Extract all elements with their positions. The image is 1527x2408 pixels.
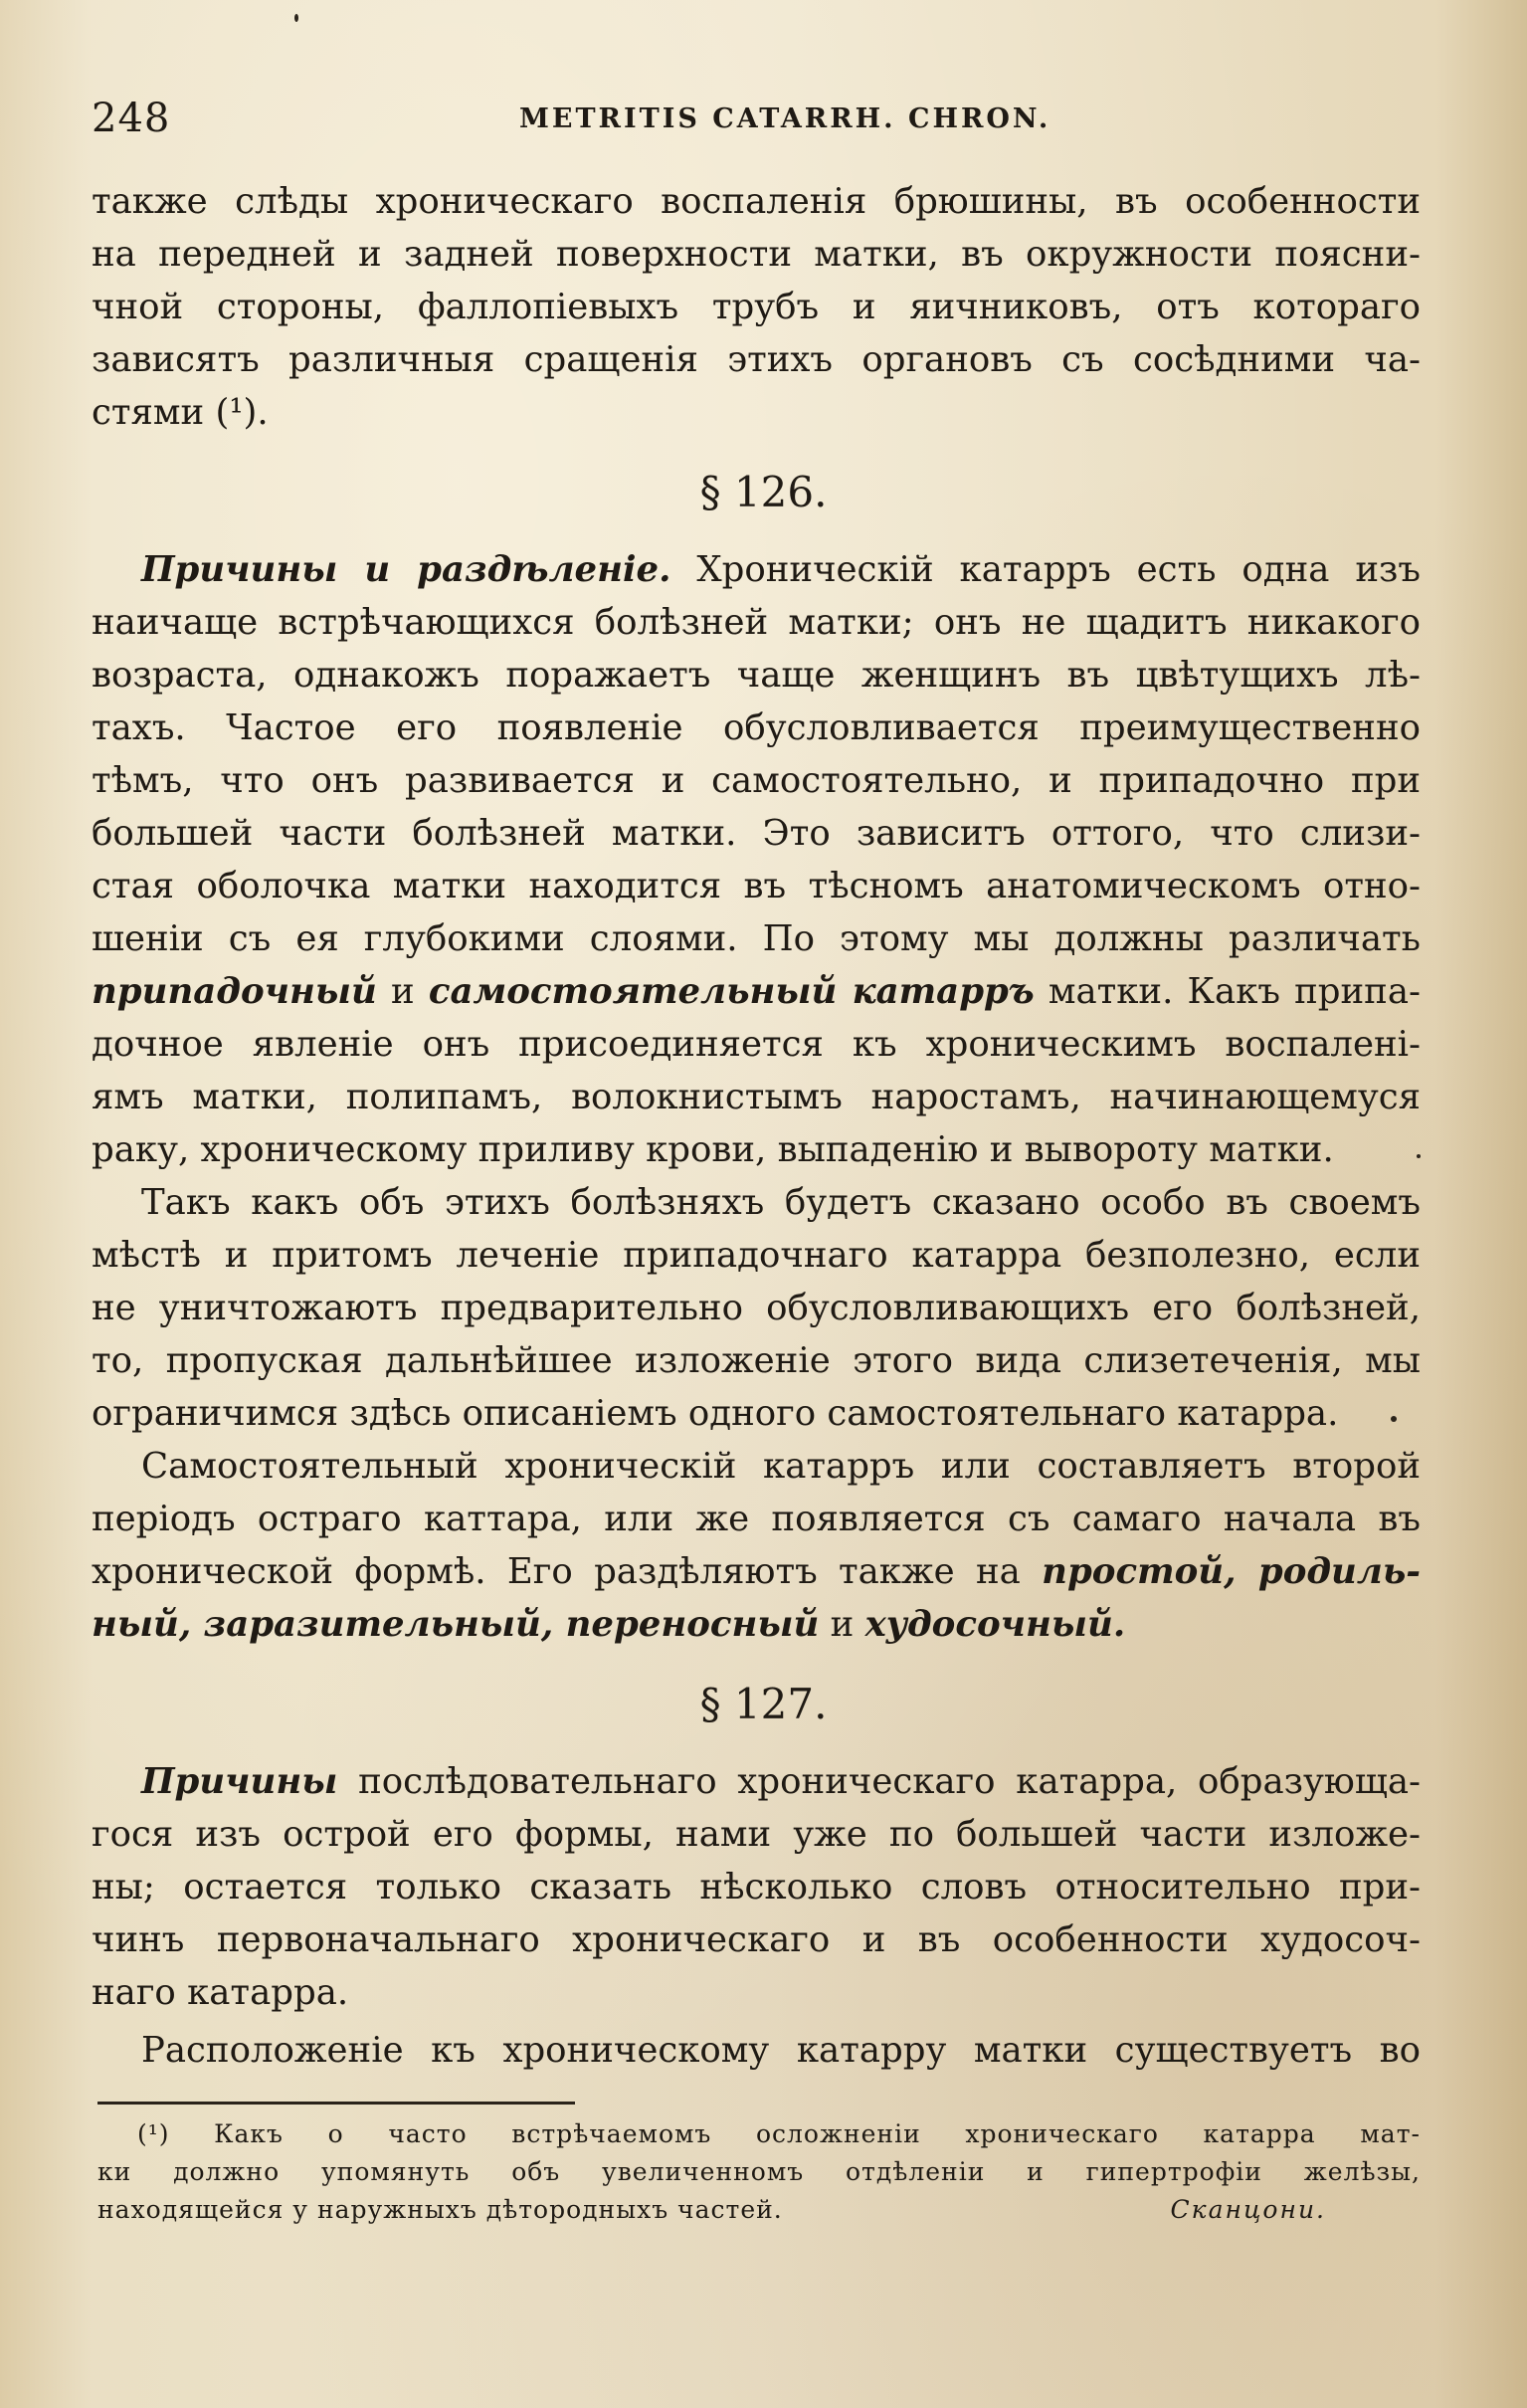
paragraph-text: и	[819, 1604, 865, 1645]
paragraph-3-line: періодъ остраго каттара, или же появляется съ самаго начала въ	[92, 1499, 1421, 1539]
footnote-rule	[97, 2102, 575, 2105]
paragraph-126-line: наичаще встрѣчающихся болѣзней матки; онъ не щадитъ никакого	[92, 602, 1421, 643]
paragraph-text: хронической формѣ. Его раздѣляютъ также на	[92, 1551, 1043, 1592]
paragraph-2-line: не уничтожаютъ предварительно обусловливающихъ его болѣзней,	[92, 1288, 1421, 1328]
footnote-author: Сканцони.	[1170, 2195, 1326, 2224]
paragraph-127-line: гося изъ острой его формы, нами уже по большей части изложе-	[92, 1814, 1421, 1855]
ink-speck	[1417, 1154, 1421, 1158]
emphasis-term: простой, родиль-	[1042, 1551, 1422, 1592]
paragraph-127-line: ны; остается только сказать нѣсколько словъ относительно при-	[92, 1867, 1421, 1907]
paragraph-2-line: мѣстѣ и притомъ леченіе припадочнаго катарра безполезно, если	[92, 1235, 1421, 1276]
paragraph-2-line: ограничимся здѣсь описаніемъ одного самостоятельнаго катарра.	[92, 1393, 1339, 1434]
page-header	[92, 88, 1421, 157]
ink-speck	[294, 14, 298, 22]
section-heading-126: § 126.	[699, 468, 828, 516]
emphasis-term: ный, заразительный, переносный	[92, 1604, 820, 1645]
paragraph-2-line: Такъ какъ объ этихъ болѣзняхъ будетъ сказано особо въ своемъ	[141, 1182, 1421, 1223]
paragraph-126-line: тахъ. Частое его появленіе обусловливается преимущественно	[92, 707, 1421, 748]
paragraph-126-line: ямъ матки, полипамъ, волокнистымъ наростамъ, начинающемуся	[92, 1077, 1421, 1117]
paragraph-3-line: Самостоятельный хроническій катарръ или составляетъ второй	[141, 1446, 1421, 1487]
paragraph-intro-line: чной стороны, фаллопіевыхъ трубъ и яичниковъ, отъ котораго	[92, 287, 1421, 327]
ink-speck	[1391, 1416, 1397, 1422]
paragraph-126-line: дочное явленіе онъ присоединяется къ хроническимъ воспалені-	[92, 1024, 1421, 1065]
paragraph-text: послѣдовательнаго хроническаго катарра, образующа-	[337, 1761, 1421, 1802]
paragraph-intro-line: стями (¹).	[92, 392, 269, 433]
footnote-line	[97, 2191, 1421, 2229]
paragraph-126-line: стая оболочка матки находится въ тѣсномъ анатомическомъ отно-	[92, 866, 1421, 906]
footnote-line: (¹) Какъ о часто встрѣчаемомъ осложненіи хроническаго катарра мат-	[137, 2119, 1421, 2148]
paragraph-126-first-line	[92, 543, 1421, 596]
lead-phrase: Причины и раздѣленіе.	[141, 549, 671, 590]
paragraph-3-line	[92, 1598, 1421, 1651]
paragraph-intro-line: также слѣды хроническаго воспаленія брюшины, въ особенности	[92, 181, 1421, 222]
paragraph-126-line	[92, 965, 1421, 1018]
paragraph-text: матки. Какъ припа-	[1034, 971, 1422, 1012]
paragraph-127-line: наго катарра.	[92, 1972, 349, 2013]
page-number: 248	[92, 96, 171, 141]
paragraph-126-line: возраста, однакожъ поражаетъ чаще женщинъ въ цвѣтущихъ лѣ-	[92, 655, 1421, 696]
paragraph-126-line: тѣмъ, что онъ развивается и самостоятельно, и припадочно при	[92, 760, 1421, 801]
lead-phrase: Причины	[141, 1761, 338, 1802]
emphasis-term: самостоятельный катарръ	[428, 971, 1035, 1012]
paragraph-text: Хроническій катарръ есть одна изъ	[670, 549, 1421, 590]
paragraph-4-line: Расположеніе къ хроническому катарру матки существуетъ во	[141, 2030, 1421, 2071]
paragraph-127-line: чинъ первоначальнаго хроническаго и въ особенности худосоч-	[92, 1919, 1421, 1960]
paragraph-2-line: то, пропуская дальнѣйшее изложеніе этого вида слизетеченія, мы	[92, 1340, 1421, 1381]
paragraph-intro-line: на передней и задней поверхности матки, въ окружности поясни-	[92, 234, 1421, 275]
paragraph-126-line: большей части болѣзней матки. Это зависитъ оттого, что слизи-	[92, 813, 1421, 854]
paragraph-text: и	[376, 971, 429, 1012]
paragraph-3-line	[92, 1545, 1421, 1598]
running-head: METRITIS CATARRH. CHRON.	[519, 103, 1051, 134]
section-heading-127: § 127.	[699, 1680, 828, 1728]
paragraph-intro-line: зависятъ различныя сращенія этихъ органовъ съ сосѣдними ча-	[92, 339, 1421, 380]
paragraph-127-first-line	[92, 1755, 1421, 1808]
emphasis-term: худосочный.	[864, 1604, 1126, 1645]
footnote-line: ки должно упомянуть объ увеличенномъ отдѣленіи и гипертрофіи желѣзы,	[97, 2157, 1421, 2186]
paragraph-126-line: шеніи съ ея глубокими слоями. По этому мы должны различать	[92, 918, 1421, 959]
paragraph-126-line: раку, хроническому приливу крови, выпаденію и вывороту матки.	[92, 1129, 1334, 1170]
footnote-text: находящейся у наружныхъ дѣтородныхъ частей.	[97, 2195, 783, 2224]
emphasis-term: припадочный	[92, 971, 377, 1012]
